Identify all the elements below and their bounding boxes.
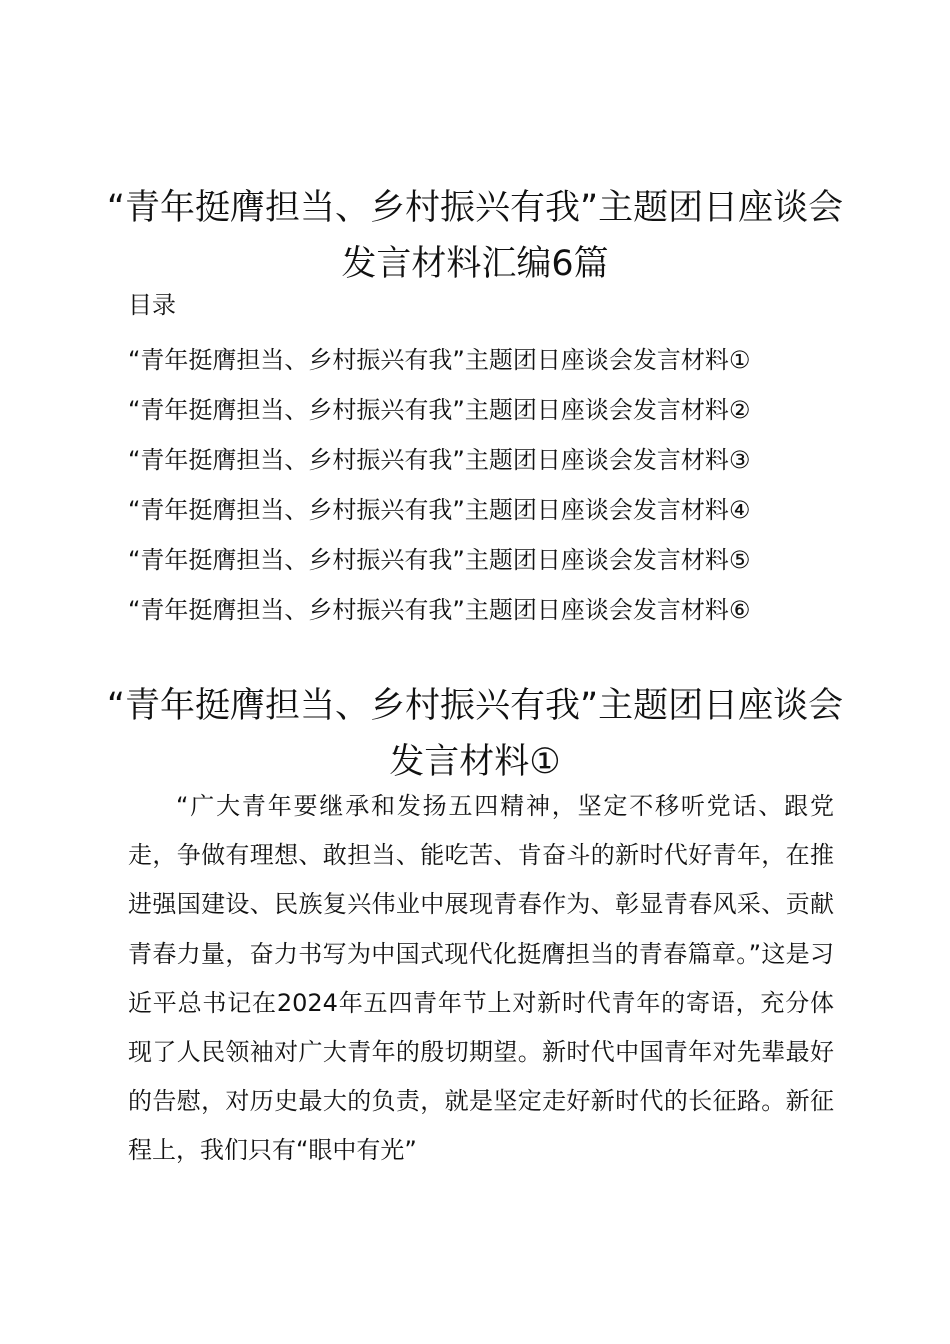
- toc-heading: 目录: [128, 291, 176, 319]
- toc-item[interactable]: “青年挺膺担当、乡村振兴有我”主题团日座谈会发言材料③: [128, 446, 751, 474]
- toc-item[interactable]: “青年挺膺担当、乡村振兴有我”主题团日座谈会发言材料①: [128, 346, 751, 374]
- toc-item[interactable]: “青年挺膺担当、乡村振兴有我”主题团日座谈会发言材料⑤: [128, 546, 751, 574]
- toc-item[interactable]: “青年挺膺担当、乡村振兴有我”主题团日座谈会发言材料⑥: [128, 596, 751, 624]
- toc-item[interactable]: “青年挺膺担当、乡村振兴有我”主题团日座谈会发言材料②: [128, 396, 751, 424]
- document-title: “青年挺膺担当、乡村振兴有我”主题团日座谈会发言材料汇编6篇: [106, 188, 844, 284]
- toc-list: [128, 335, 848, 635]
- section-title: “青年挺膺担当、乡村振兴有我”主题团日座谈会发言材料①: [106, 686, 844, 782]
- body-paragraph: “广大青年要继承和发扬五四精神，坚定不移听党话、跟党走，争做有理想、敢担当、能吃苦、肯奋斗的新时代好青年，在推进强国建设、民族复兴伟业中展现青春作为、彰显青春风采、贡献青春力量，奋力书写为中国式现代化挺膺担当的青春篇章。”这是习近平总书记在2024年五四青年节上对新时代青年的寄语，充分体现了人民领袖对广大青年的殷切期望。新时代中国青年对先辈最好的告慰，对历史最大的负责，就是坚定走好新时代的长征路。新征程上，我们只有“眼中有光”: [128, 792, 834, 1165]
- toc-item[interactable]: “青年挺膺担当、乡村振兴有我”主题团日座谈会发言材料④: [128, 496, 751, 524]
